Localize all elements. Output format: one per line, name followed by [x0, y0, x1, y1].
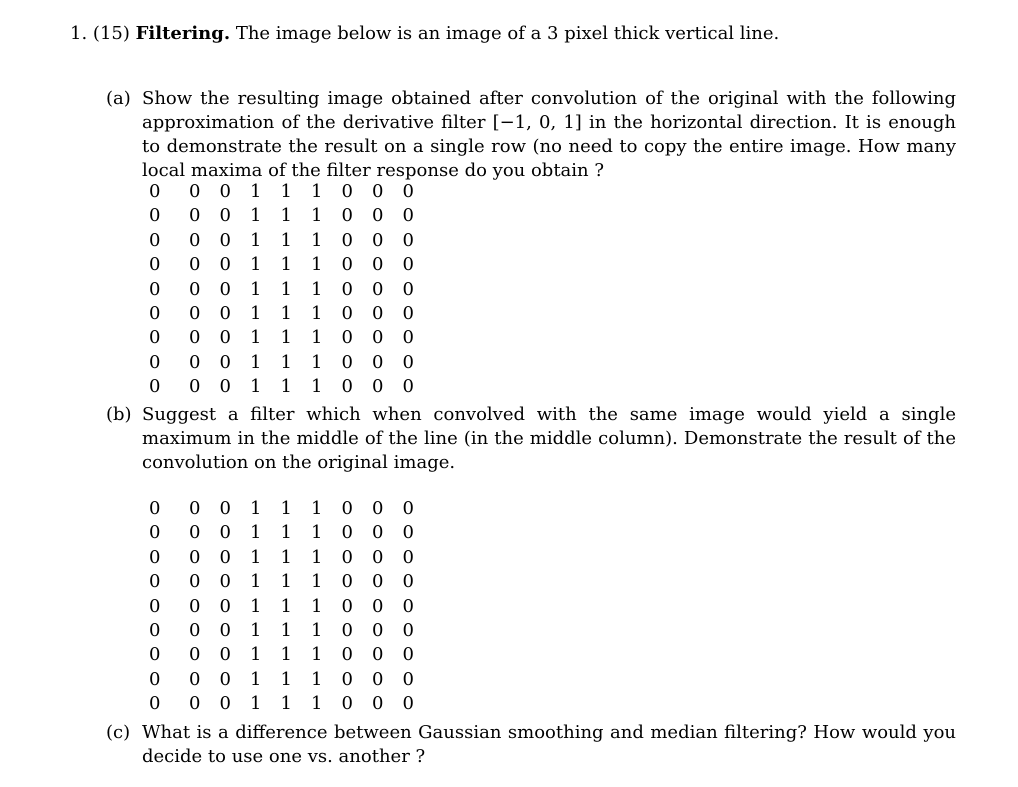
matrix-cell: 1 [250, 351, 262, 373]
matrix-row [146, 595, 424, 619]
part-c [106, 721, 956, 769]
matrix-cell: 0 [402, 181, 414, 202]
matrix-cell: 0 [189, 303, 201, 325]
matrix-cell: 1 [280, 644, 292, 666]
matrix-cell: 0 [219, 181, 231, 202]
matrix-cell: 0 [219, 254, 231, 276]
matrix-row [146, 302, 424, 326]
problem-heading [70, 22, 970, 46]
matrix-cell: 0 [219, 620, 231, 642]
matrix-cell: 0 [149, 620, 161, 642]
matrix-cell: 0 [372, 205, 384, 227]
matrix-cell: 1 [280, 376, 292, 398]
matrix-cell: 0 [402, 595, 414, 617]
matrix-cell: 0 [219, 595, 231, 617]
matrix-cell: 0 [219, 546, 231, 568]
part-b [106, 403, 956, 475]
matrix-cell: 0 [219, 522, 231, 544]
matrix-cell: 0 [402, 205, 414, 227]
matrix-cell: 1 [250, 498, 262, 519]
matrix-cell: 1 [280, 522, 292, 544]
matrix-cell: 0 [372, 668, 384, 690]
matrix-cell: 0 [149, 303, 161, 325]
matrix-cell: 0 [149, 571, 161, 593]
matrix-cell: 1 [250, 546, 262, 568]
matrix-row [146, 375, 424, 399]
matrix-cell: 1 [311, 327, 323, 349]
matrix-cell: 0 [372, 693, 384, 715]
matrix-cell: 0 [402, 351, 414, 373]
matrix-cell: 1 [311, 546, 323, 568]
matrix-cell: 1 [250, 620, 262, 642]
matrix-cell: 1 [250, 376, 262, 398]
matrix-cell: 0 [402, 546, 414, 568]
matrix-cell: 1 [250, 278, 262, 300]
matrix-cell: 0 [372, 644, 384, 666]
matrix-cell: 0 [189, 693, 201, 715]
matrix-cell: 0 [149, 522, 161, 544]
matrix-cell: 0 [189, 205, 201, 227]
matrix-row [146, 180, 424, 204]
matrix-cell: 1 [250, 693, 262, 715]
matrix-cell: 0 [402, 327, 414, 349]
matrix-row [146, 570, 424, 594]
matrix-cell: 0 [402, 229, 414, 251]
matrix-cell: 0 [341, 278, 353, 300]
matrix-row [146, 643, 424, 667]
matrix-cell: 1 [311, 595, 323, 617]
matrix-cell: 0 [402, 668, 414, 690]
matrix-cell: 1 [280, 229, 292, 251]
matrix-cell: 0 [402, 498, 414, 519]
matrix-row [146, 204, 424, 228]
matrix-cell: 0 [402, 303, 414, 325]
matrix-cell: 1 [280, 668, 292, 690]
matrix-cell: 0 [372, 571, 384, 593]
matrix-cell: 0 [149, 595, 161, 617]
matrix-cell: 0 [341, 571, 353, 593]
matrix-cell: 1 [311, 644, 323, 666]
matrix-cell: 0 [189, 327, 201, 349]
matrix-cell: 1 [250, 205, 262, 227]
matrix-cell: 1 [250, 327, 262, 349]
matrix-row [146, 497, 424, 521]
matrix-cell: 1 [280, 327, 292, 349]
matrix-cell: 0 [189, 644, 201, 666]
matrix-cell: 1 [311, 620, 323, 642]
matrix-cell: 0 [149, 376, 161, 398]
matrix-cell: 0 [372, 376, 384, 398]
matrix-cell: 0 [189, 498, 201, 519]
matrix-cell: 1 [280, 546, 292, 568]
matrix-cell: 0 [402, 571, 414, 593]
matrix-cell: 0 [372, 254, 384, 276]
matrix-cell: 0 [219, 571, 231, 593]
matrix-cell: 0 [189, 229, 201, 251]
matrix-row [146, 351, 424, 375]
matrix-cell: 0 [219, 693, 231, 715]
matrix-cell: 1 [250, 571, 262, 593]
matrix-cell: 0 [149, 644, 161, 666]
matrix-row [146, 253, 424, 277]
matrix-cell: 0 [149, 181, 161, 202]
part-b-label: (b) [106, 404, 132, 425]
problem-points: (15) [92, 23, 130, 44]
matrix-cell: 0 [189, 254, 201, 276]
matrix-cell: 0 [149, 205, 161, 227]
matrix-cell: 0 [341, 644, 353, 666]
part-c-label: (c) [106, 722, 131, 743]
matrix-cell: 0 [372, 181, 384, 202]
matrix-cell: 0 [402, 644, 414, 666]
matrix-cell: 0 [341, 546, 353, 568]
matrix-cell: 1 [311, 571, 323, 593]
matrix-cell: 0 [341, 376, 353, 398]
matrix-cell: 0 [341, 620, 353, 642]
matrix-cell: 0 [402, 376, 414, 398]
matrix-row [146, 521, 424, 545]
problem-intro: The image below is an image of a 3 pixel thick vertical line. [235, 23, 780, 44]
matrix-cell: 0 [372, 546, 384, 568]
part-a [106, 87, 956, 183]
matrix-cell: 0 [189, 620, 201, 642]
matrix-cell: 0 [219, 644, 231, 666]
problem-number: 1. [70, 23, 88, 44]
matrix-cell: 0 [372, 278, 384, 300]
matrix-row [146, 546, 424, 570]
matrix-cell: 1 [311, 351, 323, 373]
matrix-cell: 0 [189, 595, 201, 617]
matrix-cell: 0 [219, 498, 231, 519]
matrix-cell: 1 [311, 229, 323, 251]
matrix-cell: 1 [250, 668, 262, 690]
matrix-cell: 0 [402, 254, 414, 276]
matrix-cell: 0 [189, 181, 201, 202]
part-b-text: Suggest a filter which when convolved with the same image would yield a single maximum in the middle of the line (in the middle column). Demonstrate the result of the convolution on the original image. [142, 404, 956, 473]
matrix-cell: 0 [149, 327, 161, 349]
matrix-cell: 0 [341, 229, 353, 251]
matrix-cell: 0 [372, 229, 384, 251]
matrix-cell: 0 [341, 522, 353, 544]
matrix-cell: 0 [372, 327, 384, 349]
matrix-cell: 0 [402, 522, 414, 544]
matrix-cell: 0 [189, 351, 201, 373]
matrix-cell: 1 [280, 351, 292, 373]
matrix-cell: 0 [341, 205, 353, 227]
matrix-cell: 0 [189, 376, 201, 398]
matrix-cell: 0 [189, 522, 201, 544]
matrix-cell: 0 [149, 351, 161, 373]
matrix-cell: 0 [372, 595, 384, 617]
matrix-cell: 0 [149, 278, 161, 300]
matrix-cell: 1 [280, 571, 292, 593]
matrix-cell: 0 [341, 595, 353, 617]
matrix-cell: 0 [189, 668, 201, 690]
matrix-a [146, 180, 424, 400]
matrix-cell: 1 [250, 522, 262, 544]
matrix-cell: 0 [372, 522, 384, 544]
matrix-row [146, 326, 424, 350]
matrix-cell: 0 [341, 254, 353, 276]
matrix-cell: 1 [280, 278, 292, 300]
matrix-cell: 1 [280, 693, 292, 715]
matrix-cell: 0 [149, 668, 161, 690]
matrix-cell: 1 [280, 181, 292, 202]
matrix-cell: 0 [149, 693, 161, 715]
matrix-b [146, 497, 424, 717]
matrix-cell: 0 [219, 351, 231, 373]
part-a-label: (a) [106, 88, 131, 109]
matrix-cell: 1 [311, 278, 323, 300]
matrix-cell: 1 [311, 498, 323, 519]
matrix-cell: 1 [280, 595, 292, 617]
matrix-cell: 0 [341, 498, 353, 519]
problem-title: Filtering. [135, 23, 231, 44]
matrix-cell: 0 [372, 351, 384, 373]
matrix-cell: 0 [372, 498, 384, 519]
matrix-row [146, 278, 424, 302]
matrix-cell: 0 [402, 693, 414, 715]
matrix-cell: 0 [219, 229, 231, 251]
matrix-cell: 0 [219, 327, 231, 349]
part-c-text: What is a difference between Gaussian smoothing and median filtering? How would you decide to use one vs. another ? [142, 722, 956, 767]
matrix-cell: 1 [311, 668, 323, 690]
matrix-cell: 1 [250, 181, 262, 202]
matrix-cell: 1 [280, 303, 292, 325]
matrix-cell: 0 [189, 278, 201, 300]
matrix-cell: 0 [402, 278, 414, 300]
matrix-cell: 1 [250, 229, 262, 251]
matrix-cell: 0 [219, 668, 231, 690]
matrix-cell: 1 [311, 303, 323, 325]
matrix-cell: 1 [311, 181, 323, 202]
matrix-cell: 0 [189, 571, 201, 593]
matrix-cell: 0 [341, 327, 353, 349]
matrix-cell: 1 [250, 303, 262, 325]
matrix-cell: 0 [149, 498, 161, 519]
matrix-cell: 0 [189, 546, 201, 568]
matrix-row [146, 692, 424, 716]
matrix-row [146, 668, 424, 692]
matrix-cell: 0 [341, 351, 353, 373]
matrix-cell: 0 [372, 303, 384, 325]
matrix-cell: 0 [402, 620, 414, 642]
matrix-cell: 1 [311, 522, 323, 544]
matrix-cell: 1 [250, 254, 262, 276]
matrix-cell: 0 [219, 376, 231, 398]
matrix-cell: 1 [250, 644, 262, 666]
matrix-cell: 0 [219, 303, 231, 325]
part-a-text: Show the resulting image obtained after convolution of the original with the following approximation of the derivative filter [−1, 0, 1] in the horizontal direction. It is enough to demonstrate the result on a single row (no need to copy the entire image. How many local maxima of the filter response do you obtain ? [142, 88, 956, 181]
matrix-cell: 0 [341, 303, 353, 325]
matrix-cell: 1 [280, 498, 292, 519]
matrix-row [146, 619, 424, 643]
matrix-cell: 1 [311, 205, 323, 227]
matrix-cell: 0 [341, 693, 353, 715]
matrix-row [146, 229, 424, 253]
matrix-cell: 0 [149, 229, 161, 251]
matrix-cell: 1 [280, 254, 292, 276]
matrix-cell: 1 [250, 595, 262, 617]
matrix-cell: 1 [280, 620, 292, 642]
matrix-cell: 1 [311, 254, 323, 276]
matrix-cell: 0 [341, 181, 353, 202]
matrix-cell: 0 [372, 620, 384, 642]
matrix-cell: 1 [280, 205, 292, 227]
matrix-cell: 1 [311, 693, 323, 715]
matrix-cell: 0 [219, 205, 231, 227]
matrix-cell: 0 [219, 278, 231, 300]
matrix-cell: 1 [311, 376, 323, 398]
matrix-cell: 0 [149, 254, 161, 276]
matrix-cell: 0 [341, 668, 353, 690]
matrix-cell: 0 [149, 546, 161, 568]
